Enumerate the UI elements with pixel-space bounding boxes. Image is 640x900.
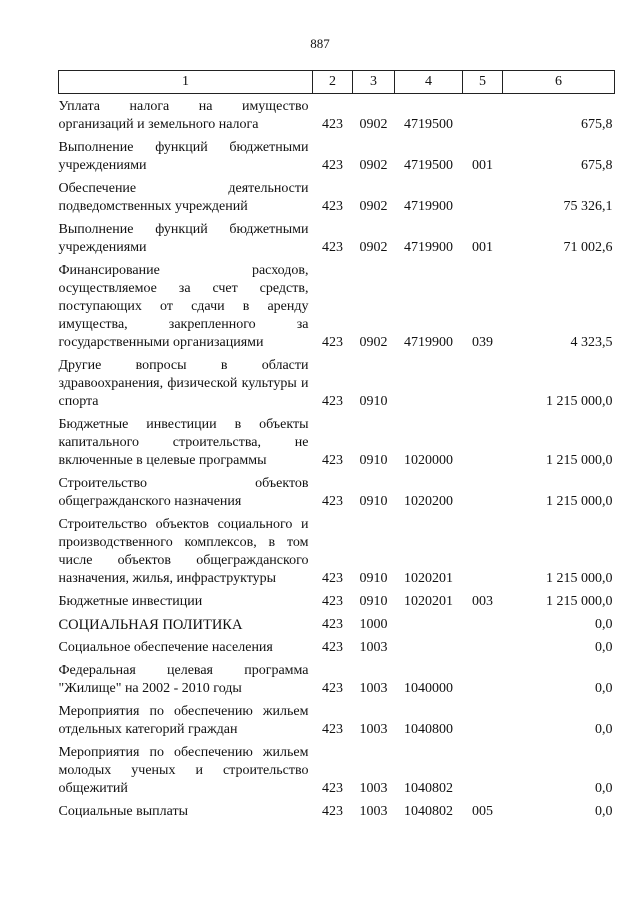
ministry-code-cell: 423 xyxy=(322,117,343,132)
expense-type-code-cell: 039 xyxy=(472,335,493,350)
column-header-ministry: 2 xyxy=(313,71,353,94)
row-name-cell: Выполнение функций бюджетными учреждениями xyxy=(58,222,309,255)
ministry-code-cell: 423 xyxy=(322,494,343,509)
target-item-code-cell: 1040802 xyxy=(404,781,453,796)
target-item-code-cell: 4719500 xyxy=(404,158,453,173)
section-code-cell: 0902 xyxy=(359,117,388,132)
ministry-code-cell: 423 xyxy=(322,394,343,409)
table-row xyxy=(59,588,615,611)
amount-cell: 1 215 000,0 xyxy=(546,494,613,509)
row-name-cell: Уплата налога на имущество организаций и земельного налога xyxy=(58,99,309,132)
target-item-code-cell: 1040000 xyxy=(404,681,453,696)
amount-cell: 0,0 xyxy=(595,617,613,632)
ministry-code-cell: 423 xyxy=(322,158,343,173)
target-item-code-cell: 1040802 xyxy=(404,804,453,819)
row-name-cell: Бюджетные инвестиции в объекты капитального строительства, не включенные в целевые программы xyxy=(58,417,309,468)
table-header-row xyxy=(59,71,615,94)
target-item-code-cell: 1020000 xyxy=(404,453,453,468)
expense-type-code-cell xyxy=(463,611,503,634)
column-header-name: 1 xyxy=(59,71,313,94)
row-name-cell: Мероприятия по обеспечению жильем отдельных категорий граждан xyxy=(58,704,309,737)
table-row xyxy=(59,611,615,634)
table-row xyxy=(59,94,615,135)
table-row xyxy=(59,352,615,411)
section-code-cell: 0910 xyxy=(359,594,388,609)
row-name-cell: Строительство объектов социального и производственного комплексов, в том числе объектов общегражданского назначения, жилья, инфраструктуры xyxy=(58,517,309,586)
amount-cell: 0,0 xyxy=(595,640,613,655)
row-name-cell: Бюджетные инвестиции xyxy=(58,594,203,609)
table-row xyxy=(59,411,615,470)
column-header-section: 3 xyxy=(353,71,395,94)
table-row xyxy=(59,257,615,352)
ministry-code-cell: 423 xyxy=(322,594,343,609)
ministry-code-cell: 423 xyxy=(322,804,343,819)
target-item-code-cell xyxy=(395,611,463,634)
ministry-code-cell: 423 xyxy=(322,240,343,255)
page-number: 887 xyxy=(310,36,330,51)
ministry-code-cell: 423 xyxy=(322,640,343,655)
table-row xyxy=(59,657,615,698)
amount-cell: 0,0 xyxy=(595,681,613,696)
section-code-cell: 0910 xyxy=(359,571,388,586)
row-name-cell: СОЦИАЛЬНАЯ ПОЛИТИКА xyxy=(58,617,243,633)
amount-cell: 1 215 000,0 xyxy=(546,571,613,586)
ministry-code-cell: 423 xyxy=(322,335,343,350)
row-name-cell: Строительство объектов общегражданского назначения xyxy=(58,476,309,509)
row-name-cell: Мероприятия по обеспечению жильем молодых ученых и строительство общежитий xyxy=(58,745,309,796)
row-name-cell: Другие вопросы в области здравоохранения, физической культуры и спорта xyxy=(58,358,309,409)
target-item-code-cell: 1020200 xyxy=(404,494,453,509)
amount-cell: 0,0 xyxy=(595,722,613,737)
section-code-cell: 1003 xyxy=(359,681,388,696)
table-row xyxy=(59,698,615,739)
row-name-cell: Выполнение функций бюджетными учреждениями xyxy=(58,140,309,173)
expense-type-code-cell xyxy=(463,739,503,798)
table-row xyxy=(59,739,615,798)
amount-cell: 1 215 000,0 xyxy=(546,453,613,468)
amount-cell: 4 323,5 xyxy=(570,335,613,350)
column-header-amount: 6 xyxy=(503,71,615,94)
section-code-cell: 1003 xyxy=(359,804,388,819)
amount-cell: 1 215 000,0 xyxy=(546,394,613,409)
target-item-code-cell: 4719900 xyxy=(404,240,453,255)
table-body xyxy=(59,94,615,822)
amount-cell: 75 326,1 xyxy=(563,199,613,214)
table-row xyxy=(59,470,615,511)
amount-cell: 0,0 xyxy=(595,804,613,819)
target-item-code-cell: 4719500 xyxy=(404,117,453,132)
expense-type-code-cell: 001 xyxy=(472,240,493,255)
table-row xyxy=(59,634,615,657)
expense-type-code-cell xyxy=(463,352,503,411)
ministry-code-cell: 423 xyxy=(322,722,343,737)
table-row xyxy=(59,134,615,175)
expense-type-code-cell xyxy=(463,470,503,511)
section-code-cell: 0902 xyxy=(359,335,388,350)
ministry-code-cell: 423 xyxy=(322,453,343,468)
section-code-cell: 0902 xyxy=(359,158,388,173)
expense-type-code-cell xyxy=(463,657,503,698)
section-code-cell: 1003 xyxy=(359,722,388,737)
target-item-code-cell: 4719900 xyxy=(404,199,453,214)
ministry-code-cell: 423 xyxy=(322,617,343,632)
row-name-cell: Социальное обеспечение населения xyxy=(58,640,273,655)
budget-table xyxy=(58,70,615,821)
row-name-cell: Социальные выплаты xyxy=(58,804,189,819)
amount-cell: 71 002,6 xyxy=(563,240,613,255)
table-row xyxy=(59,511,615,588)
amount-cell: 675,8 xyxy=(581,117,613,132)
expense-type-code-cell xyxy=(463,634,503,657)
section-code-cell: 0910 xyxy=(359,394,388,409)
target-item-code-cell: 1020201 xyxy=(404,594,453,609)
expense-type-code-cell: 001 xyxy=(472,158,493,173)
expense-type-code-cell xyxy=(463,94,503,135)
section-code-cell: 1003 xyxy=(359,640,388,655)
row-name-cell: Обеспечение деятельности подведомственных учреждений xyxy=(58,181,309,214)
expense-type-code-cell xyxy=(463,698,503,739)
row-name-cell: Финансирование расходов, осуществляемое за счет средств, поступающих от сдачи в аренду имущества, закрепленного за государственными организациями xyxy=(58,263,309,350)
target-item-code-cell: 4719900 xyxy=(404,335,453,350)
expense-type-code-cell: 003 xyxy=(472,594,493,609)
target-item-code-cell xyxy=(395,634,463,657)
section-code-cell: 0910 xyxy=(359,453,388,468)
amount-cell: 675,8 xyxy=(581,158,613,173)
section-code-cell: 0902 xyxy=(359,199,388,214)
table-row xyxy=(59,216,615,257)
ministry-code-cell: 423 xyxy=(322,199,343,214)
expense-type-code-cell xyxy=(463,175,503,216)
column-header-target-item: 4 xyxy=(395,71,463,94)
ministry-code-cell: 423 xyxy=(322,571,343,586)
section-code-cell: 0902 xyxy=(359,240,388,255)
target-item-code-cell: 1040800 xyxy=(404,722,453,737)
target-item-code-cell: 1020201 xyxy=(404,571,453,586)
table-row xyxy=(59,798,615,821)
row-name-cell: Федеральная целевая программа "Жилище" на 2002 - 2010 годы xyxy=(58,663,309,696)
expense-type-code-cell xyxy=(463,511,503,588)
section-code-cell: 1000 xyxy=(359,617,388,632)
section-code-cell: 1003 xyxy=(359,781,388,796)
expense-type-code-cell xyxy=(463,411,503,470)
ministry-code-cell: 423 xyxy=(322,781,343,796)
column-header-expense-type: 5 xyxy=(463,71,503,94)
section-code-cell: 0910 xyxy=(359,494,388,509)
target-item-code-cell xyxy=(395,352,463,411)
amount-cell: 1 215 000,0 xyxy=(546,594,613,609)
amount-cell: 0,0 xyxy=(595,781,613,796)
ministry-code-cell: 423 xyxy=(322,681,343,696)
expense-type-code-cell: 005 xyxy=(472,804,493,819)
table-row xyxy=(59,175,615,216)
